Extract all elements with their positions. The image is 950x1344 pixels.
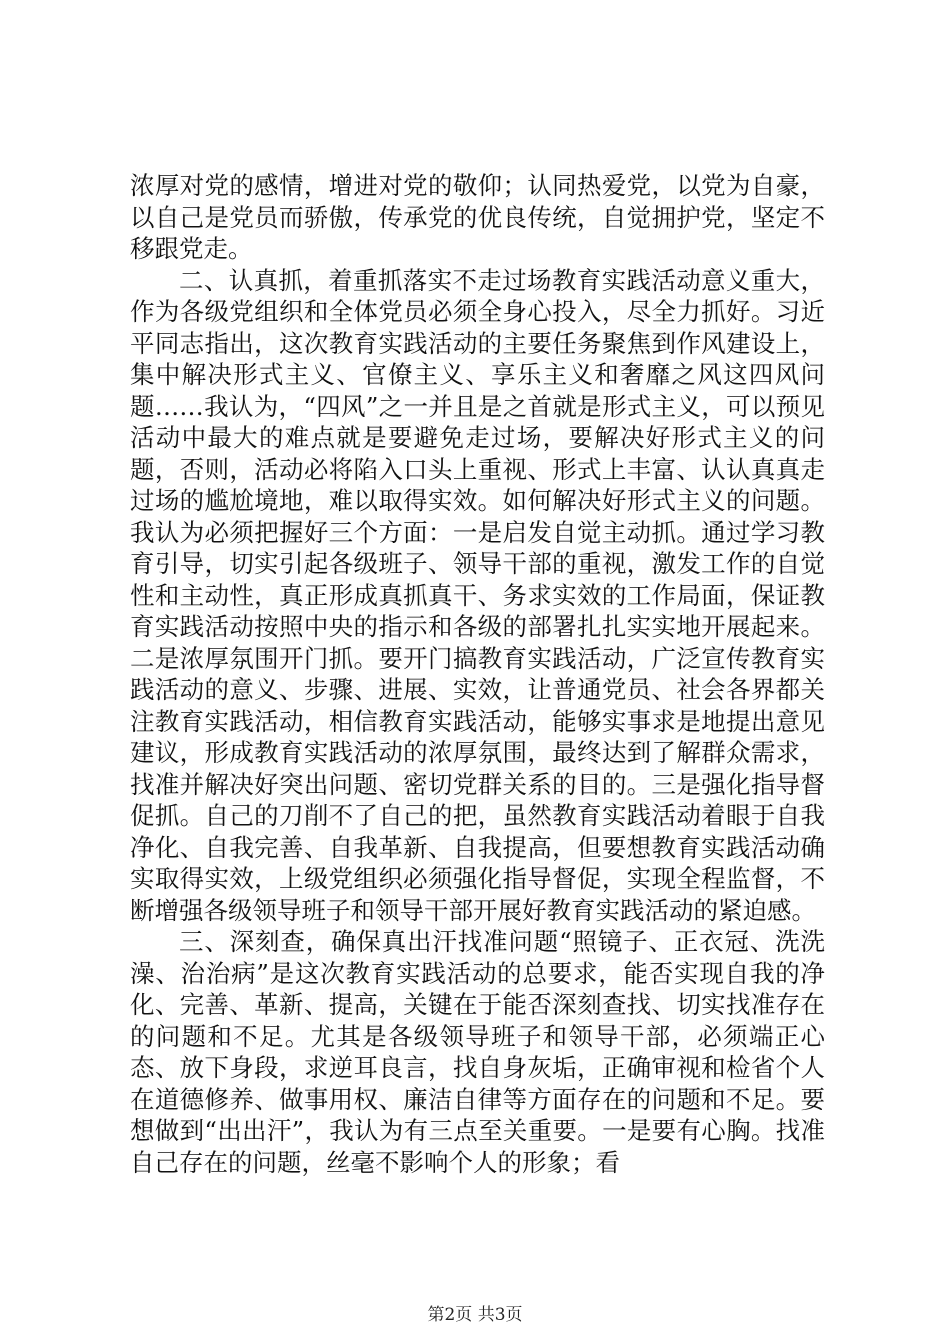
paragraph-section-three: 三、深刻查，确保真出汗找准问题“照镜子、正衣冠、洗洗澡、治治病”是这次教育实践活动的总要求，能否实现自我的净化、完善、革新、提高，关键在于能否深刻查找、切实找准存在的问题和不足。尤其是各级领导班子和领导干部，必须端正心态、放下身段，求逆耳良言，找自身灰垢，正确审视和检省个人在道德修养、做事用权、廉洁自律等方面存在的问题和不足。要想做到“出出汗”，我认为有三点至关重要。一是要有心胸。找准自己存在的问题，丝毫不影响个人的形象；看	[130, 927, 825, 1177]
document-body	[130, 170, 825, 1178]
page-number-label: 第2页 共3页	[427, 1305, 523, 1325]
paragraph-continuation: 浓厚对党的感情，增进对党的敬仰；认同热爱党，以党为自豪，以自己是党员而骄傲，传承党的优良传统，自觉拥护党，坚定不移跟党走。	[130, 171, 825, 263]
paragraph-section-two: 二、认真抓，着重抓落实不走过场教育实践活动意义重大，作为各级党组织和全体党员必须全身心投入，尽全力抓好。习近平同志指出，这次教育实践活动的主要任务聚焦到作风建设上，集中解决形式主义、官僚主义、享乐主义和奢靡之风这四风问题……我认为，“四风”之一并且是之首就是形式主义，可以预见活动中最大的难点就是要避免走过场，要解决好形式主义的问题，否则，活动必将陷入口头上重视、形式上丰富、认认真真走过场的尴尬境地，难以取得实效。如何解决好形式主义的问题。我认为必须把握好三个方面：一是启发自觉主动抓。通过学习教育引导，切实引起各级班子、领导干部的重视，激发工作的自觉性和主动性，真正形成真抓真干、务求实效的工作局面，保证教育实践活动按照中央的指示和各级的部署扎扎实实地开展起来。二是浓厚氛围开门抓。要开门搞教育实践活动，广泛宣传教育实践活动的意义、步骤、进展、实效，让普通党员、社会各界都关注教育实践活动，相信教育实践活动，能够实事求是地提出意见建议，形成教育实践活动的浓厚氛围，最终达到了解群众需求，找准并解决好突出问题、密切党群关系的目的。三是强化指导督促抓。自己的刀削不了自己的把，虽然教育实践活动着眼于自我净化、自我完善、自我革新、自我提高，但要想教育实践活动确实取得实效，上级党组织必须强化指导督促，实现全程监督，不断增强各级领导班子和领导干部开展好教育实践活动的紧迫感。	[130, 265, 825, 925]
page-footer	[0, 1304, 950, 1326]
